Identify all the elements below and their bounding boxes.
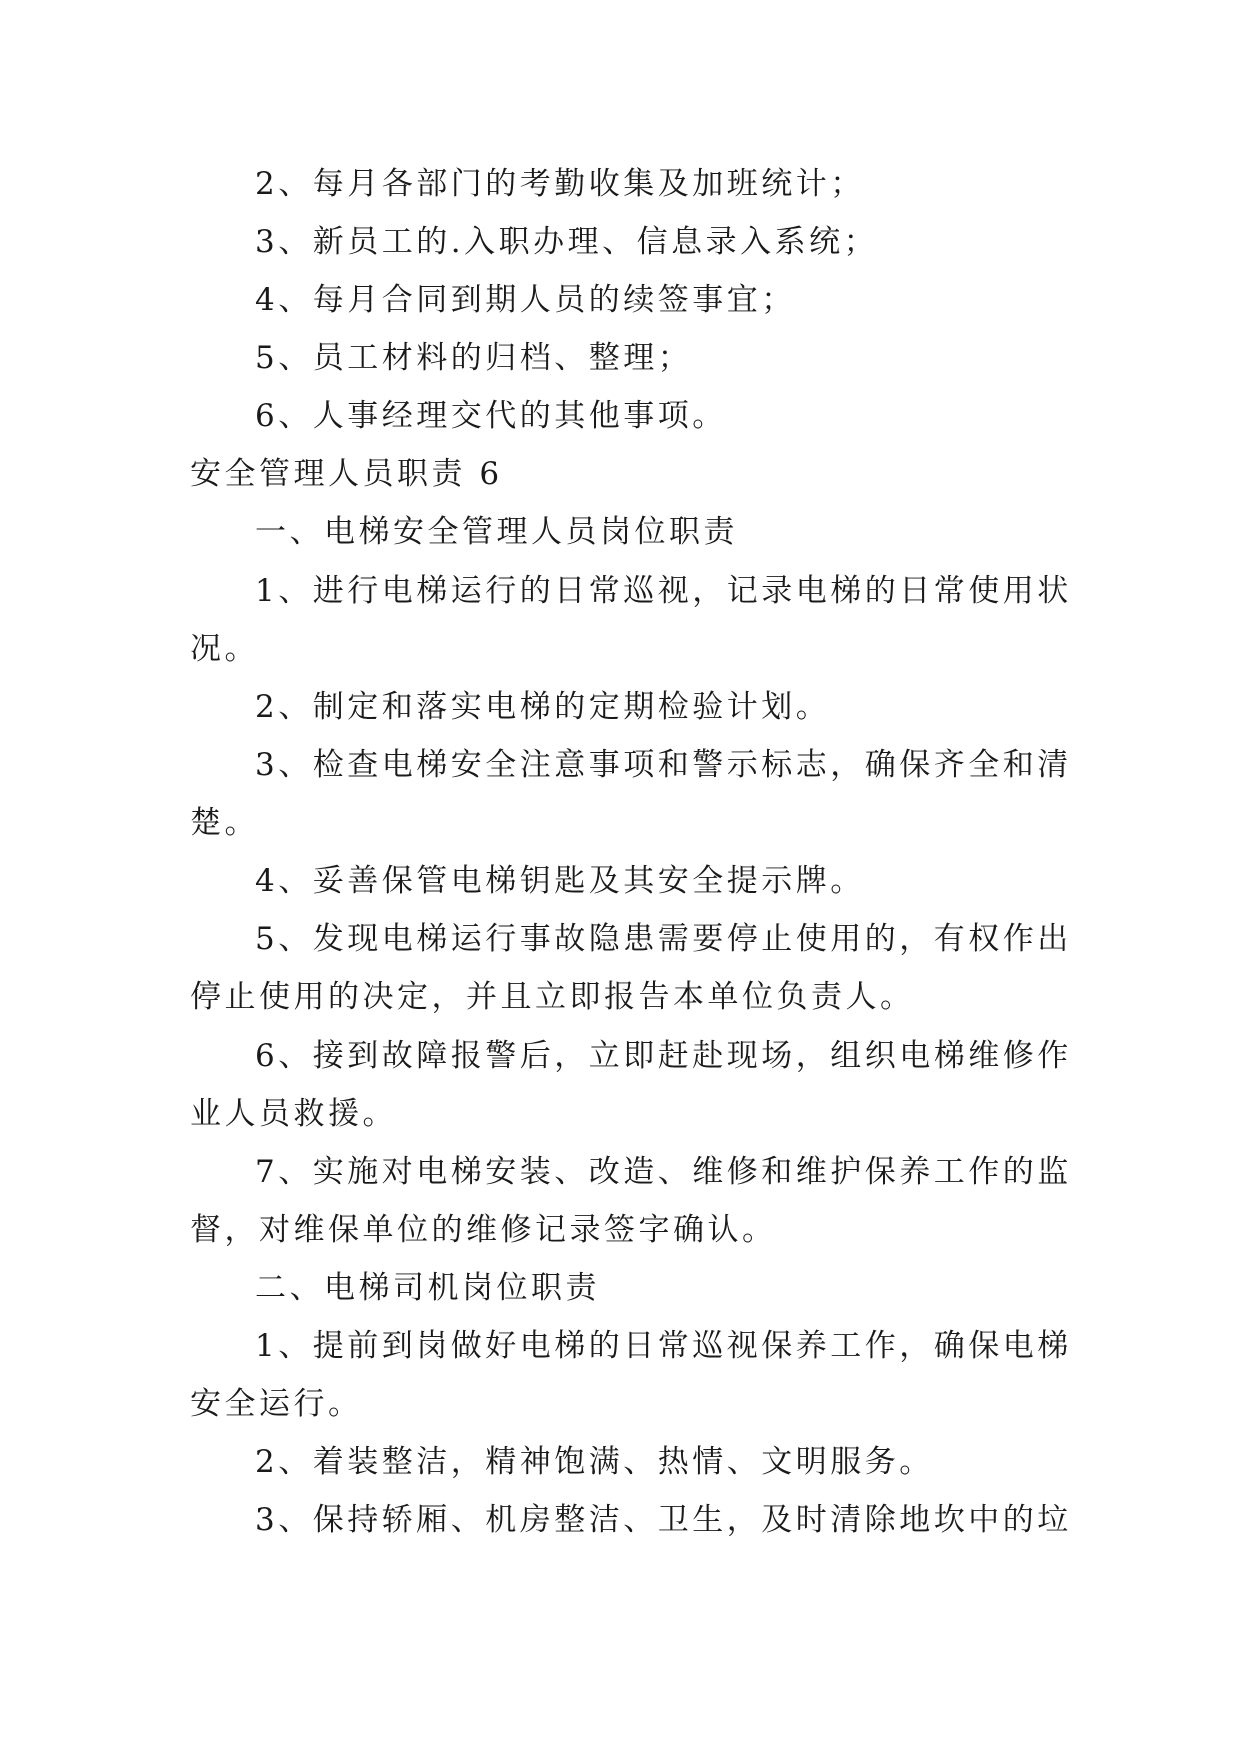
subsection-heading: 二、电梯司机岗位职责 bbox=[255, 1270, 600, 1306]
section-heading: 安全管理人员职责 6 bbox=[190, 456, 503, 492]
list-item: 4、每月合同到期人员的续签事宜； bbox=[255, 282, 796, 318]
paragraph-line: 况。 bbox=[190, 631, 259, 667]
paragraph-line: 楚。 bbox=[190, 805, 259, 841]
paragraph-line: 2、着装整洁，精神饱满、热情、文明服务。 bbox=[255, 1444, 934, 1480]
list-item: 3、新员工的.入职办理、信息录入系统； bbox=[255, 224, 879, 260]
list-item: 2、每月各部门的考勤收集及加班统计； bbox=[255, 166, 865, 202]
paragraph-line: 安全运行。 bbox=[190, 1386, 363, 1422]
paragraph-line: 2、制定和落实电梯的定期检验计划。 bbox=[255, 689, 831, 725]
subsection-heading: 一、电梯安全管理人员岗位职责 bbox=[255, 514, 738, 550]
paragraph-line: 停止使用的决定，并且立即报告本单位负责人。 bbox=[190, 979, 915, 1015]
paragraph-line: 6、接到故障报警后，立即赶赴现场，组织电梯维修作 bbox=[255, 1038, 1072, 1074]
paragraph-line: 5、发现电梯运行事故隐患需要停止使用的，有权作出 bbox=[255, 921, 1072, 957]
paragraph-line: 7、实施对电梯安装、改造、维修和维护保养工作的监 bbox=[255, 1154, 1072, 1190]
paragraph-line: 3、保持轿厢、机房整洁、卫生，及时清除地坎中的垃 bbox=[255, 1502, 1072, 1538]
paragraph-line: 3、检查电梯安全注意事项和警示标志，确保齐全和清 bbox=[255, 747, 1072, 783]
list-item: 6、人事经理交代的其他事项。 bbox=[255, 398, 727, 434]
paragraph-line: 督，对维保单位的维修记录签字确认。 bbox=[190, 1212, 777, 1248]
paragraph-line: 4、妥善保管电梯钥匙及其安全提示牌。 bbox=[255, 863, 865, 899]
list-item: 5、员工材料的归档、整理； bbox=[255, 340, 693, 376]
paragraph-line: 1、进行电梯运行的日常巡视，记录电梯的日常使用状 bbox=[255, 573, 1072, 609]
paragraph-line: 业人员救援。 bbox=[190, 1096, 397, 1132]
paragraph-line: 1、提前到岗做好电梯的日常巡视保养工作，确保电梯 bbox=[255, 1328, 1072, 1364]
